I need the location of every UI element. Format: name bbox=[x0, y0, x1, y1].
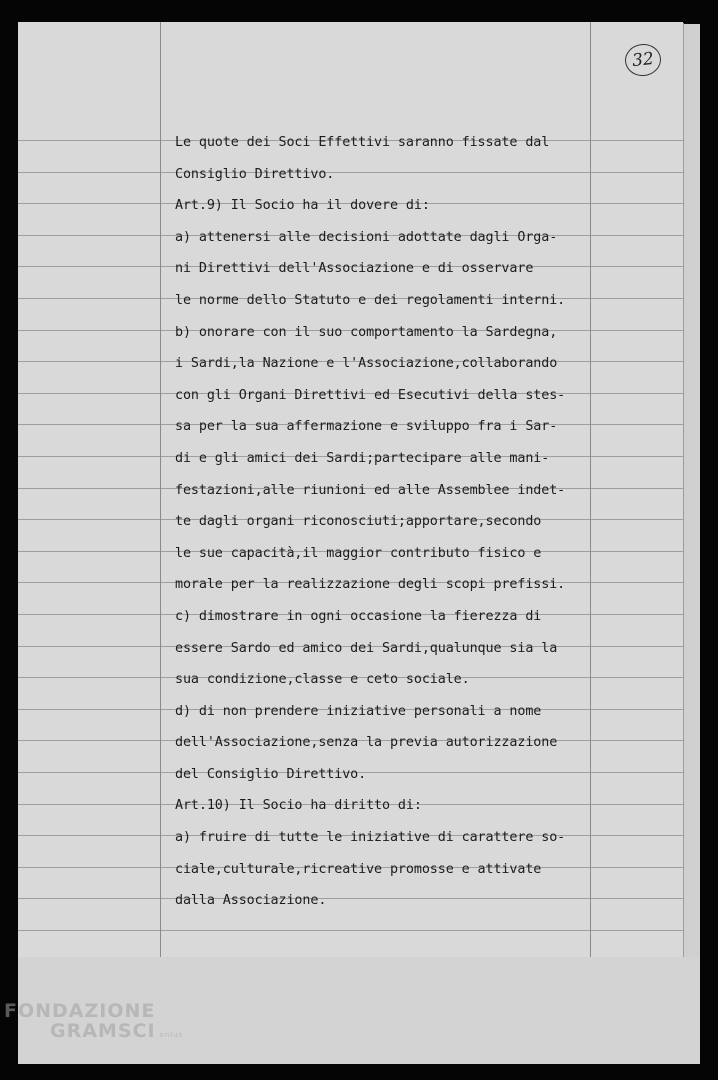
ruled-line bbox=[18, 930, 683, 931]
document-page bbox=[18, 22, 683, 957]
text-line: Art.10) Il Socio ha diritto di: bbox=[175, 798, 422, 814]
text-line: di e gli amici dei Sardi;partecipare alle mani- bbox=[175, 450, 550, 466]
text-line: del Consiglio Direttivo. bbox=[175, 766, 367, 782]
watermark-line2-wrapper bbox=[50, 1020, 183, 1042]
text-line: ni Direttivi dell'Associazione e di osservare bbox=[175, 261, 534, 277]
text-line: c) dimostrare in ogni occasione la fierezza di bbox=[175, 608, 542, 624]
text-line: le norme dello Statuto e dei regolamenti interni. bbox=[175, 292, 566, 308]
text-line: sua condizione,classe e ceto sociale. bbox=[175, 672, 470, 688]
text-line: dell'Associazione,senza la previa autorizzazione bbox=[175, 735, 558, 751]
text-line: a) attenersi alle decisioni adottate dagli Orga- bbox=[175, 229, 558, 245]
archive-watermark bbox=[4, 1000, 183, 1042]
text-line: sa per la sua affermazione e sviluppo fra i Sar- bbox=[175, 419, 558, 435]
text-line: b) onorare con il suo comportamento la Sardegna, bbox=[175, 324, 558, 340]
text-line: i Sardi,la Nazione e l'Associazione,collaborando bbox=[175, 356, 558, 372]
text-line: te dagli organi riconosciuti;apportare,secondo bbox=[175, 514, 542, 530]
watermark-line1: FONDAZIONE bbox=[4, 1000, 156, 1022]
text-line: Consiglio Direttivo. bbox=[175, 166, 335, 182]
text-line: dalla Associazione. bbox=[175, 893, 327, 909]
text-line: morale per la realizzazione degli scopi prefissi. bbox=[175, 577, 566, 593]
text-line: Art.9) Il Socio ha il dovere di: bbox=[175, 198, 430, 214]
text-line: a) fruire di tutte le iniziative di carattere so- bbox=[175, 830, 566, 846]
text-line: Le quote dei Soci Effettivi saranno fissate dal bbox=[175, 135, 550, 150]
text-line: d) di non prendere iniziative personali a nome bbox=[175, 703, 542, 719]
text-line: festazioni,alle riunioni ed alle Assemblee indet- bbox=[175, 482, 566, 498]
text-line: ciale,culturale,ricreative promosse e attivate bbox=[175, 861, 542, 877]
left-margin-line bbox=[160, 22, 161, 957]
text-line: le sue capacità,il maggior contributo fisico e bbox=[175, 545, 542, 561]
text-line: essere Sardo ed amico dei Sardi,qualunque sia la bbox=[175, 640, 558, 656]
watermark-small: onlus bbox=[159, 1031, 184, 1039]
page-number: 32 bbox=[631, 48, 655, 72]
typed-text bbox=[175, 127, 675, 917]
watermark-line2: GRAMSCI bbox=[50, 1020, 156, 1042]
text-line: con gli Organi Direttivi ed Esecutivi della stes- bbox=[175, 387, 566, 403]
page-number-stamp bbox=[623, 42, 662, 78]
